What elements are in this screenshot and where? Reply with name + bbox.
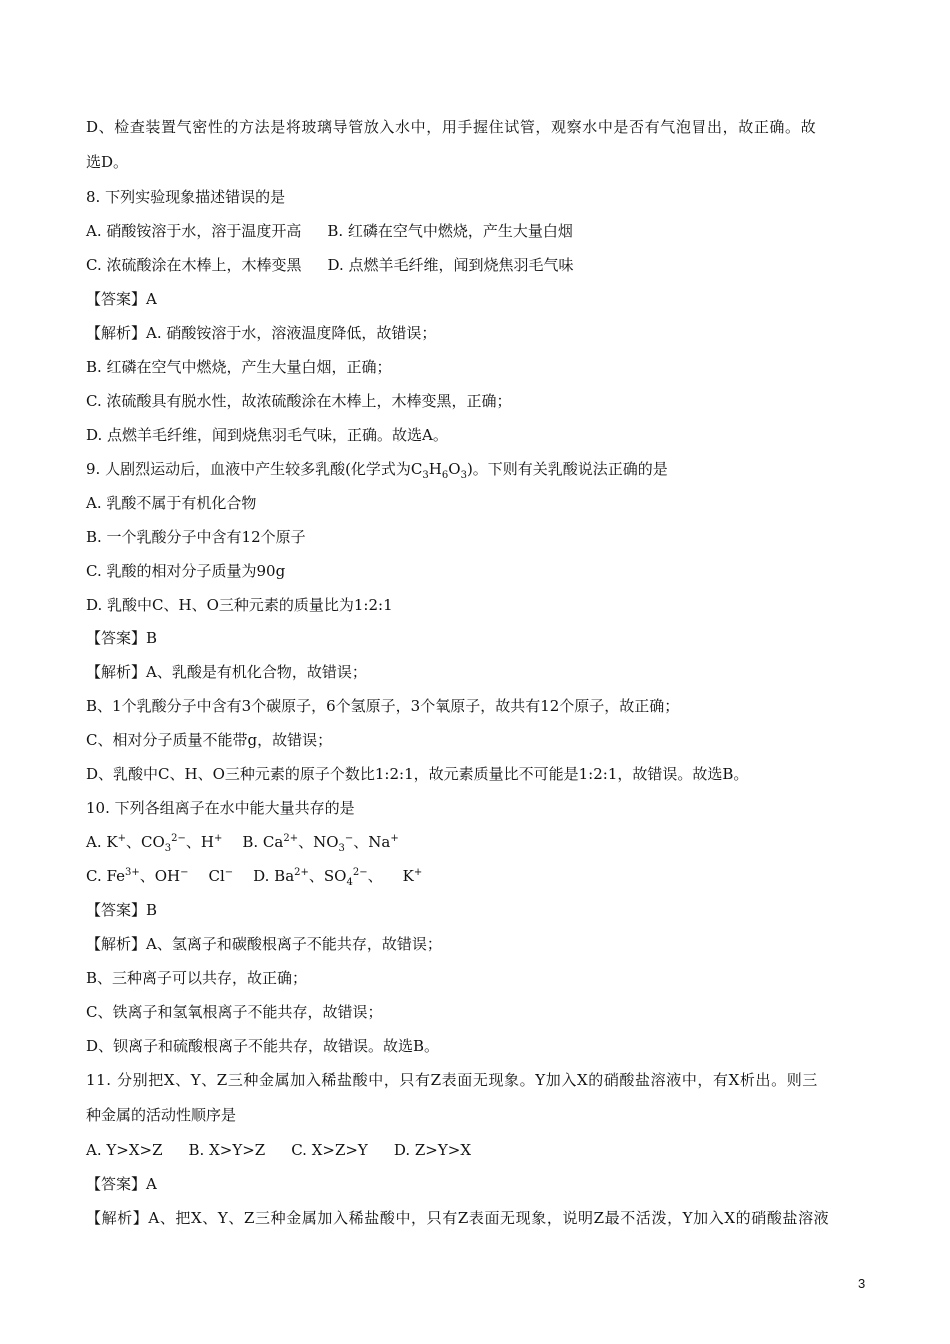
explanation-line: C、相对分子质量不能带g，故错误； (86, 731, 333, 749)
superscript: 2− (171, 833, 186, 844)
explanation-line: D、乳酸中C、H、O三种元素的原子个数比1:2:1，故元素质量比不可能是1:2:1，故错误。故选B。 (86, 765, 749, 783)
q9-option-d: D. 乳酸中C、H、O三种元素的质量比为1:2:1 (86, 596, 393, 614)
superscript: + (117, 833, 126, 844)
explanation-line: 【解析】A. 硝酸铵溶于水，溶液温度降低，故错误； (86, 324, 437, 342)
superscript: − (224, 867, 234, 878)
q8-option-d: D. 点燃羊毛纤维，闻到烧焦羽毛气味 (327, 256, 574, 274)
page-number: 3 (858, 1276, 866, 1291)
superscript: + (390, 833, 399, 844)
question-10: 10. 下列各组离子在水中能大量共存的是 (86, 799, 355, 817)
subscript: 3 (338, 843, 345, 854)
subscript: 6 (441, 470, 449, 481)
ion-text: C. Fe (86, 867, 125, 885)
q8-options-row-1 (86, 221, 573, 241)
ion-text: 、H (185, 833, 214, 851)
q11-option-d: D. Z>Y>X (393, 1141, 472, 1159)
q8-option-c: C. 浓硫酸涂在木棒上，木棒变黑 (86, 256, 302, 274)
q9-text: O (448, 460, 461, 478)
q9-option-b: B. 一个乳酸分子中含有12个原子 (86, 528, 306, 546)
q10-options-row-2 (86, 866, 422, 886)
q9-text: H (428, 460, 442, 478)
ion-text: B. Ca (242, 833, 284, 851)
answer-10: 【答案】B (86, 901, 158, 919)
explanation-line: B、1个乳酸分子中含有3个碳原子，6个氢原子，3个氧原子，故共有12个原子，故正确； (86, 697, 680, 715)
question-8: 8. 下列实验现象描述错误的是 (86, 188, 286, 206)
ion-text: 、SO (308, 867, 347, 885)
explanation-line: 【解析】A、氢离子和碳酸根离子不能共存，故错误； (86, 935, 442, 953)
superscript: − (180, 867, 189, 878)
superscript: − (344, 833, 354, 844)
q11-option-a: A. Y>X>Z (86, 1141, 163, 1159)
ion-text: D. Ba (253, 867, 295, 885)
explanation-line: C. 浓硫酸具有脱水性，故浓硫酸涂在木棒上，木棒变黑，正确； (86, 392, 512, 410)
ion-text: 、NO (298, 833, 339, 851)
ion-text: K (402, 867, 414, 885)
superscript: + (413, 867, 423, 878)
q9-text: )。下则有关乳酸说法正确的是 (466, 460, 668, 478)
q9-option-a: A. 乳酸不属于有机化合物 (86, 494, 257, 512)
subscript: 4 (346, 877, 353, 888)
superscript: 2+ (283, 833, 299, 844)
q11-option-b: B. X>Y>Z (188, 1141, 266, 1159)
answer-9: 【答案】B (86, 629, 158, 647)
ion-text: A. K (86, 833, 118, 851)
explanation-line: 【解析】A、乳酸是有机化合物，故错误； (86, 663, 367, 681)
q11-options (86, 1140, 471, 1160)
text-line: 选D。 (86, 153, 129, 171)
ion-text: 、Na (353, 833, 391, 851)
explanation-line: C、铁离子和氢氧根离子不能共存，故错误； (86, 1003, 383, 1021)
ion-text: 、 (367, 867, 383, 885)
explanation-line: 【解析】A、把X、Y、Z三种金属加入稀盐酸中，只有Z表面无现象，说明Z最不活泼，Y加入X的硝酸盐溶液 (86, 1209, 830, 1227)
ion-text: Cl (208, 867, 225, 885)
explanation-line: D. 点燃羊毛纤维，闻到烧焦羽毛气味，正确。故选A。 (86, 426, 448, 444)
explanation-line: D、钡离子和硫酸根离子不能共存，故错误。故选B。 (86, 1037, 440, 1055)
subscript: 3 (164, 843, 172, 854)
superscript: 2+ (294, 867, 309, 878)
q8-option-b: B. 红磷在空气中燃烧，产生大量白烟 (327, 222, 573, 240)
q8-options-row-2 (86, 255, 574, 275)
superscript: 2− (352, 867, 368, 878)
q9-option-c: C. 乳酸的相对分子质量为90g (86, 562, 286, 580)
superscript: + (213, 833, 223, 844)
q10-options-row-1 (86, 832, 399, 852)
explanation-line: B、三种离子可以共存，故正确； (86, 969, 308, 987)
q11-option-c: C. X>Z>Y (291, 1141, 368, 1159)
question-11: 11. 分别把X、Y、Z三种金属加入稀盐酸中，只有Z表面无现象。Y加入X的硝酸盐溶液中，有X析出。则三 (86, 1071, 818, 1089)
subscript: 3 (422, 470, 429, 481)
ion-text: 、OH (139, 867, 181, 885)
question-9 (86, 459, 668, 479)
q8-option-a: A. 硝酸铵溶于水，溶于温度开高 (86, 222, 302, 240)
text-line: D、检查装置气密性的方法是将玻璃导管放入水中，用手握住试管，观察水中是否有气泡冒出，故正确。故 (86, 118, 817, 136)
subscript: 3 (460, 470, 467, 481)
superscript: 3+ (124, 867, 140, 878)
explanation-line: B. 红磷在空气中燃烧，产生大量白烟，正确； (86, 358, 392, 376)
q9-text: 9. 人剧烈运动后，血液中产生较多乳酸(化学式为C (86, 460, 423, 478)
answer-8: 【答案】A (86, 290, 157, 308)
question-11-cont: 种金属的活动性顺序是 (86, 1106, 237, 1124)
ion-text: 、CO (125, 833, 165, 851)
answer-11: 【答案】A (86, 1175, 157, 1193)
